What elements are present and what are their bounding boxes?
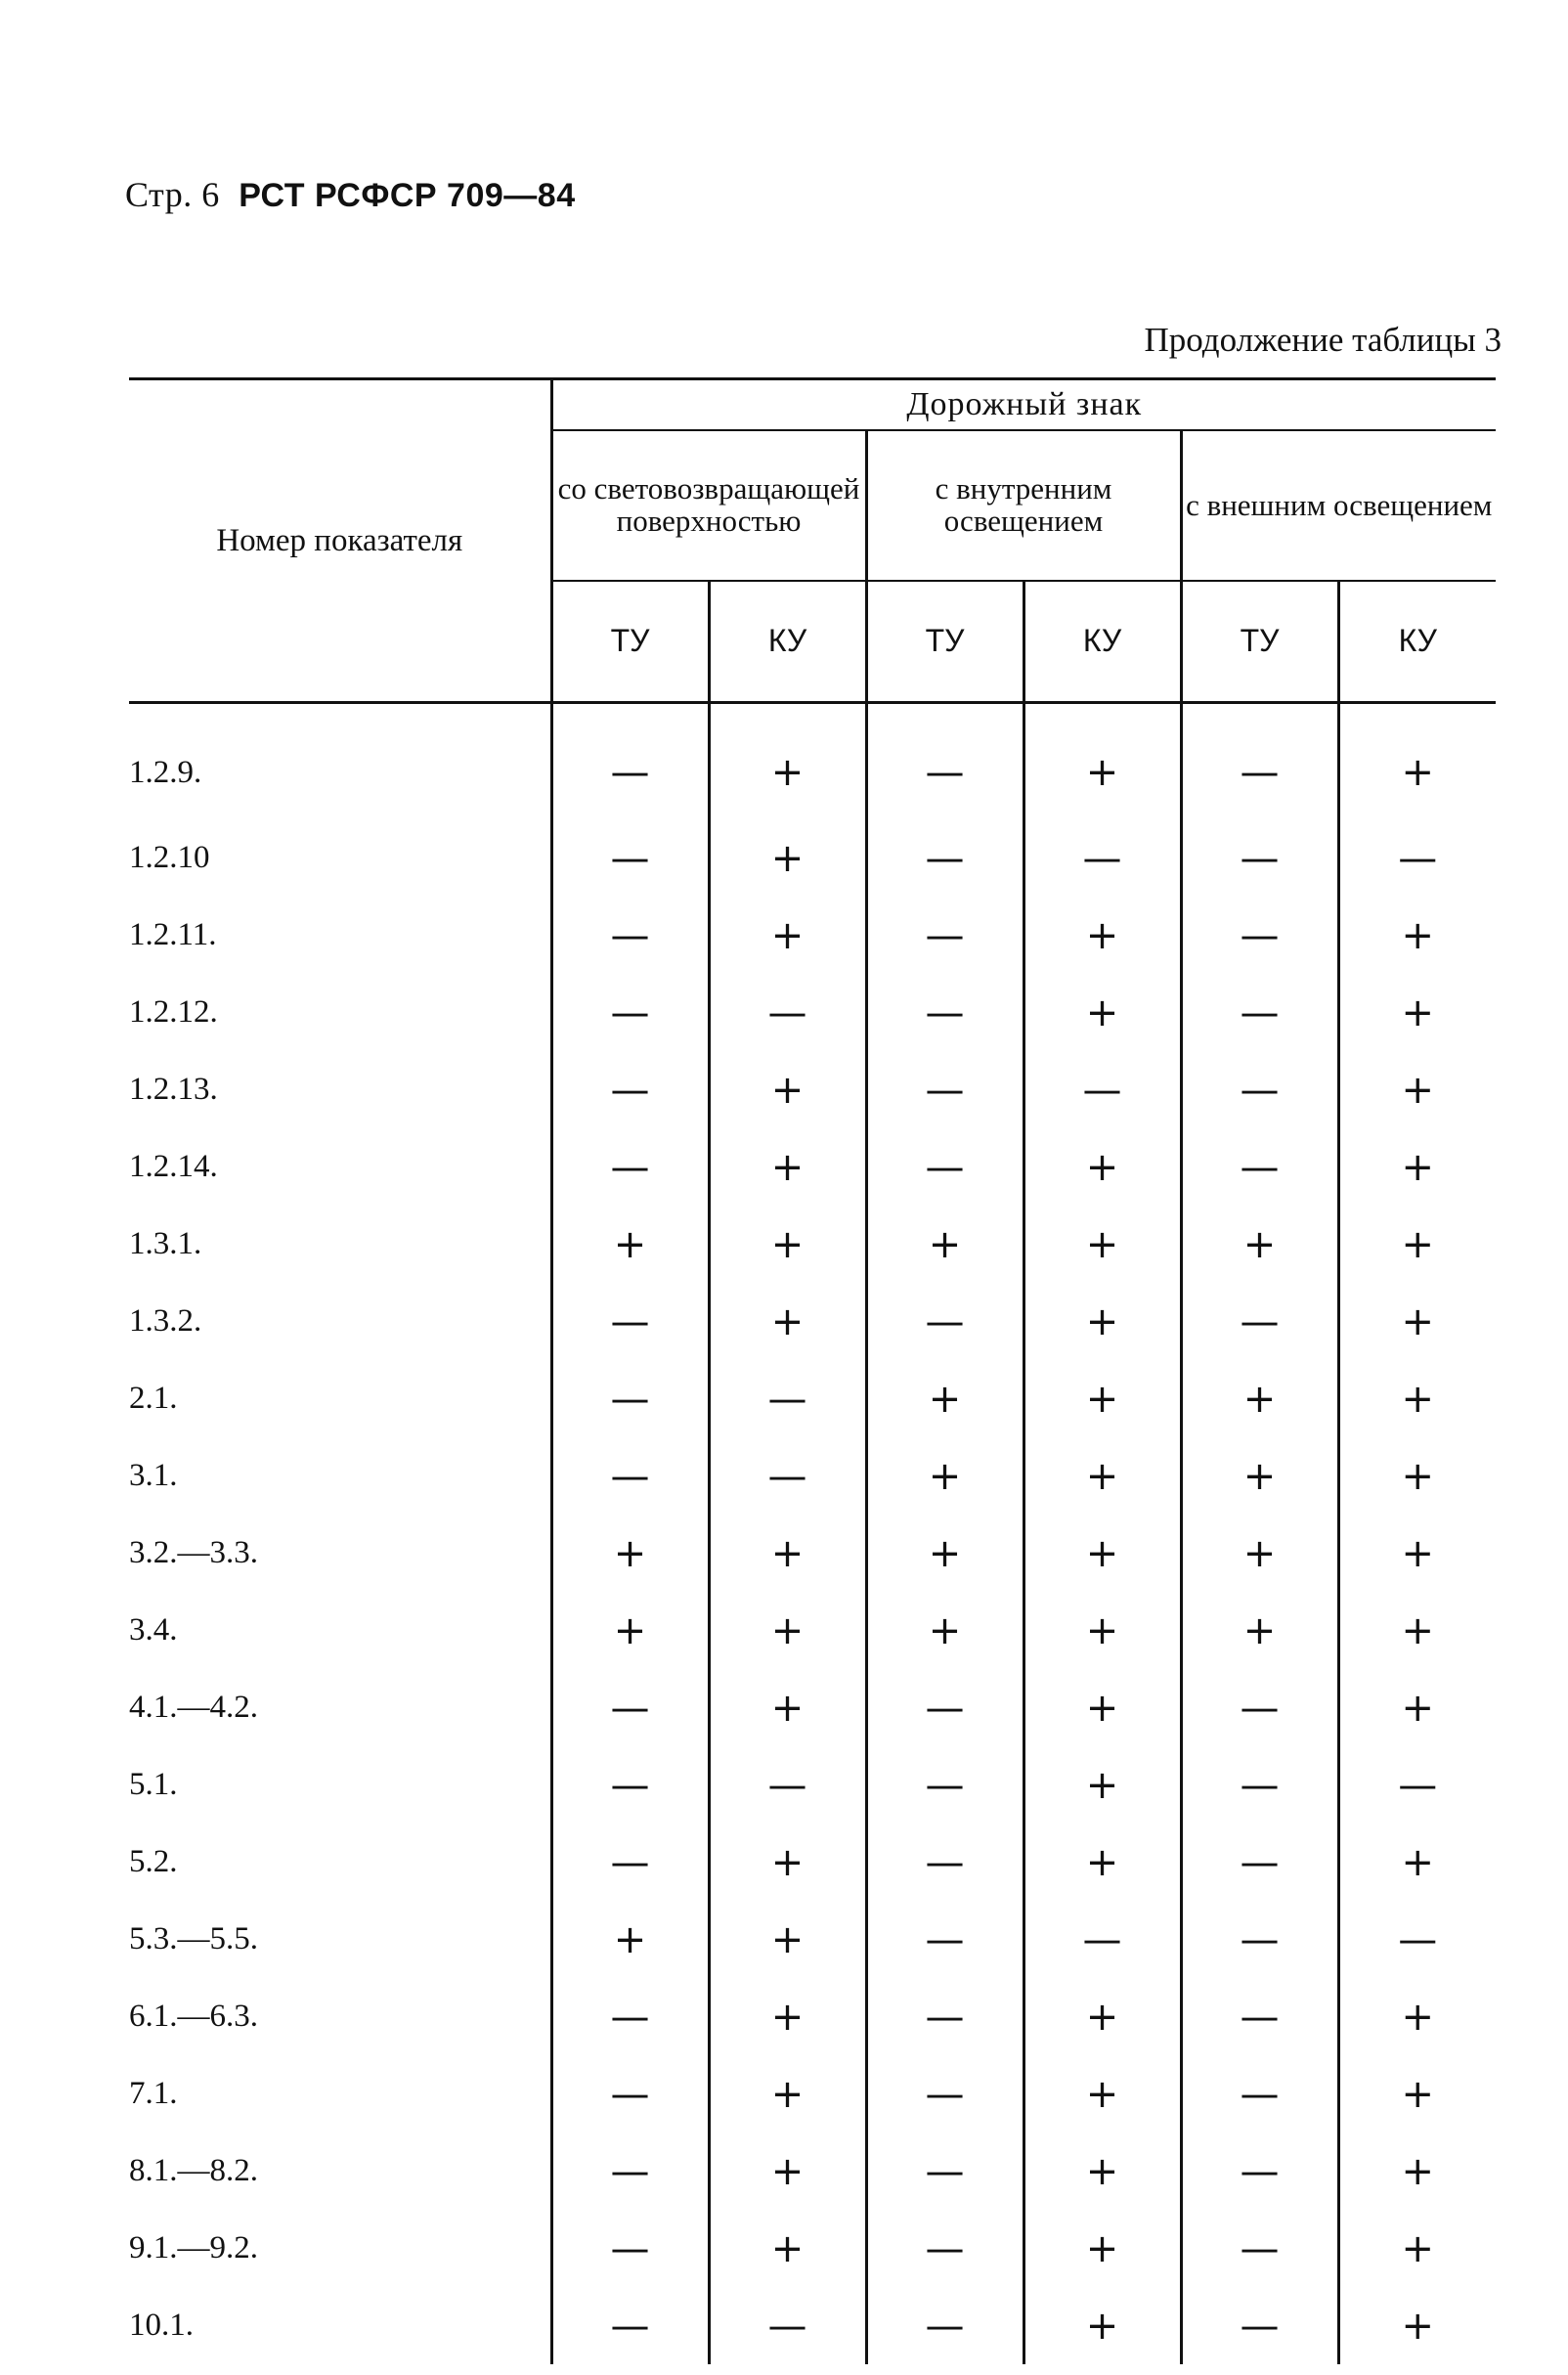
indicator-number: 1.2.9. [129,754,202,790]
indicator-number: 1.2.12. [129,994,218,1030]
table-row [129,1669,1496,1746]
applicability-mark: — [1338,1901,1496,1978]
applicability-mark: — [866,819,1024,897]
table-row [129,1437,1496,1515]
applicability-mark: + [866,1206,1024,1283]
applicability-mark: — [1181,1283,1338,1360]
table-continuation-label: Продолжение таблицы 3 [1144,321,1502,359]
applicability-mark: — [551,1051,709,1128]
applicability-mark: + [1024,1978,1181,2055]
applicability-mark: + [1338,974,1496,1051]
applicability-mark: — [1181,2287,1338,2364]
applicability-mark: — [1024,1051,1181,1128]
applicability-mark: + [1024,1437,1181,1515]
table-head [129,379,1496,703]
applicability-mark: — [1024,1901,1181,1978]
applicability-mark: + [551,1901,709,1978]
subgroup-internal-lighting: с внутренним освещением [866,430,1181,581]
applicability-mark: + [1338,1128,1496,1206]
kind-header: КУ [1024,581,1181,703]
applicability-mark: + [1024,1515,1181,1592]
applicability-mark: + [709,2055,866,2133]
applicability-mark: + [1338,1206,1496,1283]
table-row [129,2055,1496,2133]
applicability-mark: — [551,974,709,1051]
kind-header: ТУ [866,581,1024,703]
table-row [129,2287,1496,2364]
applicability-mark: + [866,1592,1024,1669]
indicator-number: 10.1. [129,2308,194,2343]
applicability-mark: — [551,1360,709,1437]
table-row [129,1746,1496,1824]
indicator-number: 1.3.1. [129,1226,202,1261]
applicability-mark: + [1024,1824,1181,1901]
table-row [129,1360,1496,1437]
indicator-number: 3.4. [129,1612,178,1648]
applicability-mark: + [1338,2055,1496,2133]
applicability-mark: + [709,897,866,974]
applicability-mark: + [1338,897,1496,974]
page-header [125,174,576,215]
kind-header: ТУ [551,581,709,703]
applicability-mark: + [866,1515,1024,1592]
standard-code: РСТ РСФСР 709—84 [239,177,576,214]
indicator-number: 5.2. [129,1844,178,1879]
applicability-mark: — [551,1437,709,1515]
applicability-mark: — [1181,2133,1338,2210]
applicability-mark: + [1024,2133,1181,2210]
subgroup-retroreflective: со световозвращающей поверхностью [551,430,866,581]
applicability-mark: — [1181,703,1338,820]
applicability-mark: — [551,2055,709,2133]
applicability-mark: — [866,1746,1024,1824]
applicability-mark: — [1181,2055,1338,2133]
table-row [129,1128,1496,1206]
applicability-mark: — [866,1901,1024,1978]
applicability-mark: — [551,2133,709,2210]
applicability-mark: + [1181,1437,1338,1515]
applicability-mark: — [1024,819,1181,897]
table-row [129,2133,1496,2210]
applicability-mark: + [1338,1669,1496,1746]
applicability-mark: + [1181,1592,1338,1669]
applicability-mark: + [709,1206,866,1283]
applicability-mark: — [551,2287,709,2364]
applicability-mark: + [1024,2210,1181,2287]
applicability-mark: + [1024,1592,1181,1669]
applicability-mark: — [709,1360,866,1437]
applicability-mark: + [1338,1824,1496,1901]
indicator-number: 1.2.11. [129,917,217,952]
applicability-mark: + [1024,897,1181,974]
applicability-mark: + [1338,703,1496,820]
applicability-mark: — [551,819,709,897]
applicability-mark: — [551,1978,709,2055]
applicability-mark: + [551,1592,709,1669]
applicability-mark: + [1338,1515,1496,1592]
applicability-mark: + [1338,1360,1496,1437]
applicability-mark: — [551,1746,709,1824]
kind-header: КУ [709,581,866,703]
applicability-mark: — [866,2133,1024,2210]
applicability-mark: + [1024,1360,1181,1437]
applicability-mark: — [1338,1746,1496,1824]
applicability-mark: + [709,2210,866,2287]
indicator-number: 9.1.—9.2. [129,2230,258,2265]
applicability-mark: — [709,974,866,1051]
group-header: Дорожный знак [551,379,1496,431]
applicability-mark: — [1181,974,1338,1051]
applicability-mark: + [709,1669,866,1746]
indicator-number: 6.1.—6.3. [129,1999,258,2034]
applicability-mark: — [1181,1128,1338,1206]
applicability-mark: + [709,1283,866,1360]
applicability-mark: + [866,1360,1024,1437]
indicator-number: 7.1. [129,2076,178,2111]
applicability-mark: — [866,1283,1024,1360]
applicability-mark: — [866,703,1024,820]
applicability-mark: — [866,1051,1024,1128]
applicability-mark: — [866,2287,1024,2364]
table-row [129,1515,1496,1592]
applicability-mark: — [1181,1669,1338,1746]
table-body [129,703,1496,2365]
indicator-number: 1.2.10 [129,840,210,875]
applicability-mark: — [1181,1978,1338,2055]
applicability-mark: + [1181,1515,1338,1592]
applicability-mark: + [1024,1206,1181,1283]
applicability-mark: + [709,1592,866,1669]
kind-header: ТУ [1181,581,1338,703]
applicability-mark: + [1024,1746,1181,1824]
applicability-mark: + [866,1437,1024,1515]
applicability-mark: — [709,1746,866,1824]
applicability-mark: + [1338,1592,1496,1669]
applicability-mark: — [1338,819,1496,897]
applicability-mark: + [1338,2210,1496,2287]
indicator-number: 5.1. [129,1767,178,1802]
applicability-mark: + [1024,2055,1181,2133]
applicability-mark: + [1024,1669,1181,1746]
applicability-mark: + [1181,1360,1338,1437]
table-row [129,819,1496,897]
table-row [129,1592,1496,1669]
applicability-mark: — [709,2287,866,2364]
table-row [129,897,1496,974]
applicability-mark: — [866,1669,1024,1746]
table-row [129,1901,1496,1978]
table-row [129,1978,1496,2055]
applicability-mark: — [551,2210,709,2287]
table-row [129,974,1496,1051]
table-row [129,1206,1496,1283]
applicability-mark: + [551,1515,709,1592]
applicability-mark: — [551,1283,709,1360]
indicator-number: 5.3.—5.5. [129,1921,258,1957]
applicability-mark: — [709,1437,866,1515]
kind-header: КУ [1338,581,1496,703]
indicator-table [129,377,1496,2364]
applicability-mark: + [709,2133,866,2210]
indicator-number: 1.2.14. [129,1149,218,1184]
applicability-mark: — [1181,1746,1338,1824]
applicability-mark: + [709,1128,866,1206]
applicability-mark: + [1024,974,1181,1051]
indicator-number: 4.1.—4.2. [129,1690,258,1725]
applicability-mark: + [709,1978,866,2055]
applicability-mark: + [709,1051,866,1128]
table-row [129,1824,1496,1901]
applicability-mark: — [866,2210,1024,2287]
applicability-mark: — [551,1824,709,1901]
subgroup-external-lighting: с внешним освещением [1181,430,1496,581]
applicability-mark: — [866,2055,1024,2133]
applicability-mark: — [1181,2210,1338,2287]
applicability-mark: + [1024,2287,1181,2364]
applicability-mark: — [551,897,709,974]
table-row [129,2210,1496,2287]
applicability-mark: + [709,703,866,820]
applicability-mark: — [1181,1051,1338,1128]
applicability-mark: — [866,1824,1024,1901]
applicability-mark: — [1181,897,1338,974]
applicability-mark: + [1181,1206,1338,1283]
applicability-mark: — [866,1978,1024,2055]
indicator-number: 3.1. [129,1458,178,1493]
applicability-mark: — [551,1128,709,1206]
applicability-mark: — [551,703,709,820]
indicator-number: 1.3.2. [129,1303,202,1339]
row-header: Номер показателя [129,379,551,703]
applicability-mark: + [1338,2133,1496,2210]
indicator-number: 1.2.13. [129,1072,218,1107]
applicability-mark: + [1024,703,1181,820]
applicability-mark: + [709,1901,866,1978]
applicability-mark: + [709,1515,866,1592]
applicability-mark: + [1338,2287,1496,2364]
applicability-mark: — [1181,1824,1338,1901]
applicability-mark: + [1338,1283,1496,1360]
applicability-mark: + [1024,1128,1181,1206]
applicability-mark: + [1338,1437,1496,1515]
applicability-mark: — [551,1669,709,1746]
applicability-mark: — [866,1128,1024,1206]
table-row [129,1283,1496,1360]
applicability-mark: + [551,1206,709,1283]
applicability-mark: — [1181,819,1338,897]
applicability-mark: — [866,974,1024,1051]
applicability-mark: + [709,819,866,897]
page-number: Стр. 6 [125,175,220,214]
indicator-number: 3.2.—3.3. [129,1535,258,1570]
applicability-mark: + [1338,1051,1496,1128]
applicability-mark: + [1024,1283,1181,1360]
applicability-mark: — [1181,1901,1338,1978]
indicator-number: 8.1.—8.2. [129,2153,258,2188]
applicability-mark: + [1338,1978,1496,2055]
indicator-number: 2.1. [129,1381,178,1416]
applicability-mark: — [866,897,1024,974]
table-row [129,703,1496,820]
table-row [129,1051,1496,1128]
applicability-mark: + [709,1824,866,1901]
